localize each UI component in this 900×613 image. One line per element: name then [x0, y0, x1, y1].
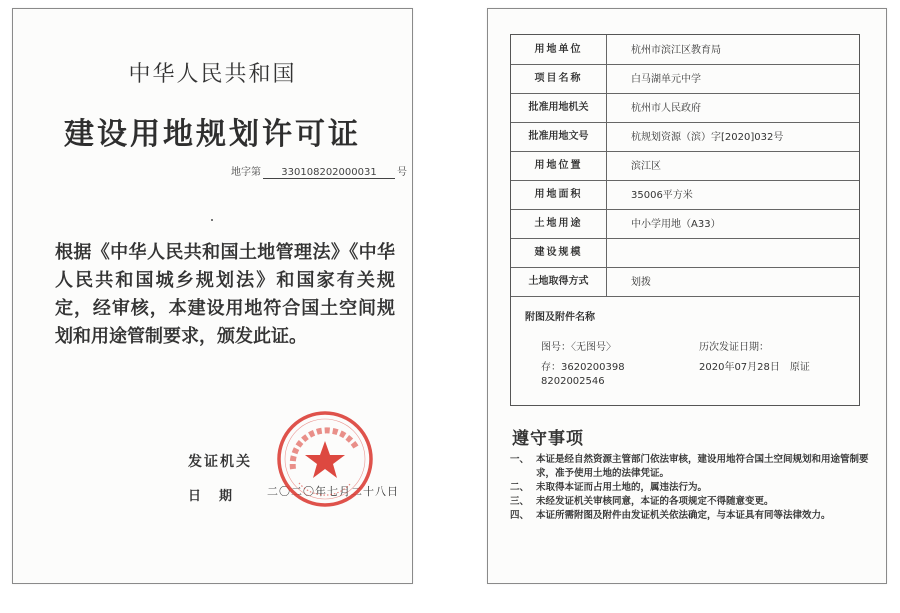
- row-label: 土地用途: [511, 209, 607, 238]
- row-label: 建设规模: [511, 238, 607, 267]
- row-value: 35006平方米: [631, 190, 693, 201]
- row-value: 滨江区: [631, 161, 661, 172]
- row-value: 杭规划资源（滨）字[2020]032号: [631, 132, 784, 143]
- row-value: 杭州市人民政府: [631, 103, 701, 114]
- item-text: 未经发证机关审核同意，本证的各项规定不得随意变更。: [536, 496, 774, 507]
- row-value: 杭州市滨江区教育局: [631, 45, 721, 56]
- drawing-number: 图号：〈无图号〉: [541, 342, 616, 353]
- table-row: [511, 151, 859, 181]
- notice-list: [510, 453, 870, 523]
- row-label: 项目名称: [511, 64, 607, 93]
- table-row: [511, 238, 859, 268]
- table-row: [511, 180, 859, 210]
- official-seal-icon: [275, 409, 375, 509]
- table-row: [511, 93, 859, 123]
- item-number: 二、: [510, 482, 530, 493]
- row-label: 批准用地文号: [511, 122, 607, 151]
- table-row: [511, 64, 859, 94]
- cert-no-value: 330108202000031: [263, 167, 395, 179]
- item-number: 四、: [510, 510, 530, 521]
- row-value: 白马湖单元中学: [631, 74, 701, 85]
- row-value: 中小学用地（A33）: [631, 219, 721, 230]
- divider-dot: [211, 219, 213, 221]
- archive-number-line1: 存：3620200398: [541, 362, 625, 373]
- history-date-label: 历次发证日期：: [699, 342, 769, 353]
- certificate-back-page: [487, 8, 887, 584]
- certificate-number: [231, 163, 407, 179]
- archive-number-line2: 8202002546: [541, 376, 605, 387]
- row-value: 划拨: [631, 277, 651, 288]
- country-name: 中华人民共和国: [128, 62, 297, 87]
- attachments-title: 附图及附件名称: [525, 312, 595, 323]
- item-text: 本证是经自然资源主管部门依法审核，建设用地符合国土空间规划和用途管制要求，准予使用土地的法律凭证。: [536, 454, 869, 479]
- list-item: [510, 495, 870, 509]
- row-label: 批准用地机关: [511, 93, 607, 122]
- table-row: [511, 122, 859, 152]
- issue-date: 二〇二〇年七月二十八日: [267, 485, 399, 498]
- notice-title: 遵守事项: [512, 429, 584, 449]
- table-row: [511, 35, 859, 65]
- certificate-title: 建设用地规划许可证: [64, 117, 361, 152]
- issuer-label: 发证机关: [188, 454, 252, 470]
- date-label: 日期: [188, 489, 251, 504]
- table-row: [511, 209, 859, 239]
- history-date-value: 2020年07月28日 原证: [699, 362, 810, 373]
- row-label: 用地位置: [511, 151, 607, 180]
- row-label: 土地取得方式: [511, 267, 607, 296]
- item-number: 一、: [510, 454, 530, 465]
- list-item: [510, 481, 870, 495]
- item-text: 未取得本证而占用土地的，属违法行为。: [536, 482, 708, 493]
- item-number: 三、: [510, 496, 530, 507]
- certificate-body-text: 根据《中华人民共和国土地管理法》《中华人民共和国城乡规划法》和国家有关规定，经审核，本建设用地符合国土空间规划和用途管制要求，颁发此证。: [55, 242, 395, 347]
- land-info-table: [510, 34, 860, 406]
- list-item: [510, 509, 870, 523]
- table-row: [511, 267, 859, 297]
- cert-no-prefix: 地字第: [231, 167, 261, 178]
- list-item: [510, 453, 870, 481]
- cert-no-suffix: 号: [397, 167, 407, 178]
- certificate-front-page: [12, 8, 413, 584]
- row-label: 用地面积: [511, 180, 607, 209]
- row-label: 用地单位: [511, 35, 607, 64]
- item-text: 本证所需附图及附件由发证机关依法确定，与本证具有同等法律效力。: [536, 510, 831, 521]
